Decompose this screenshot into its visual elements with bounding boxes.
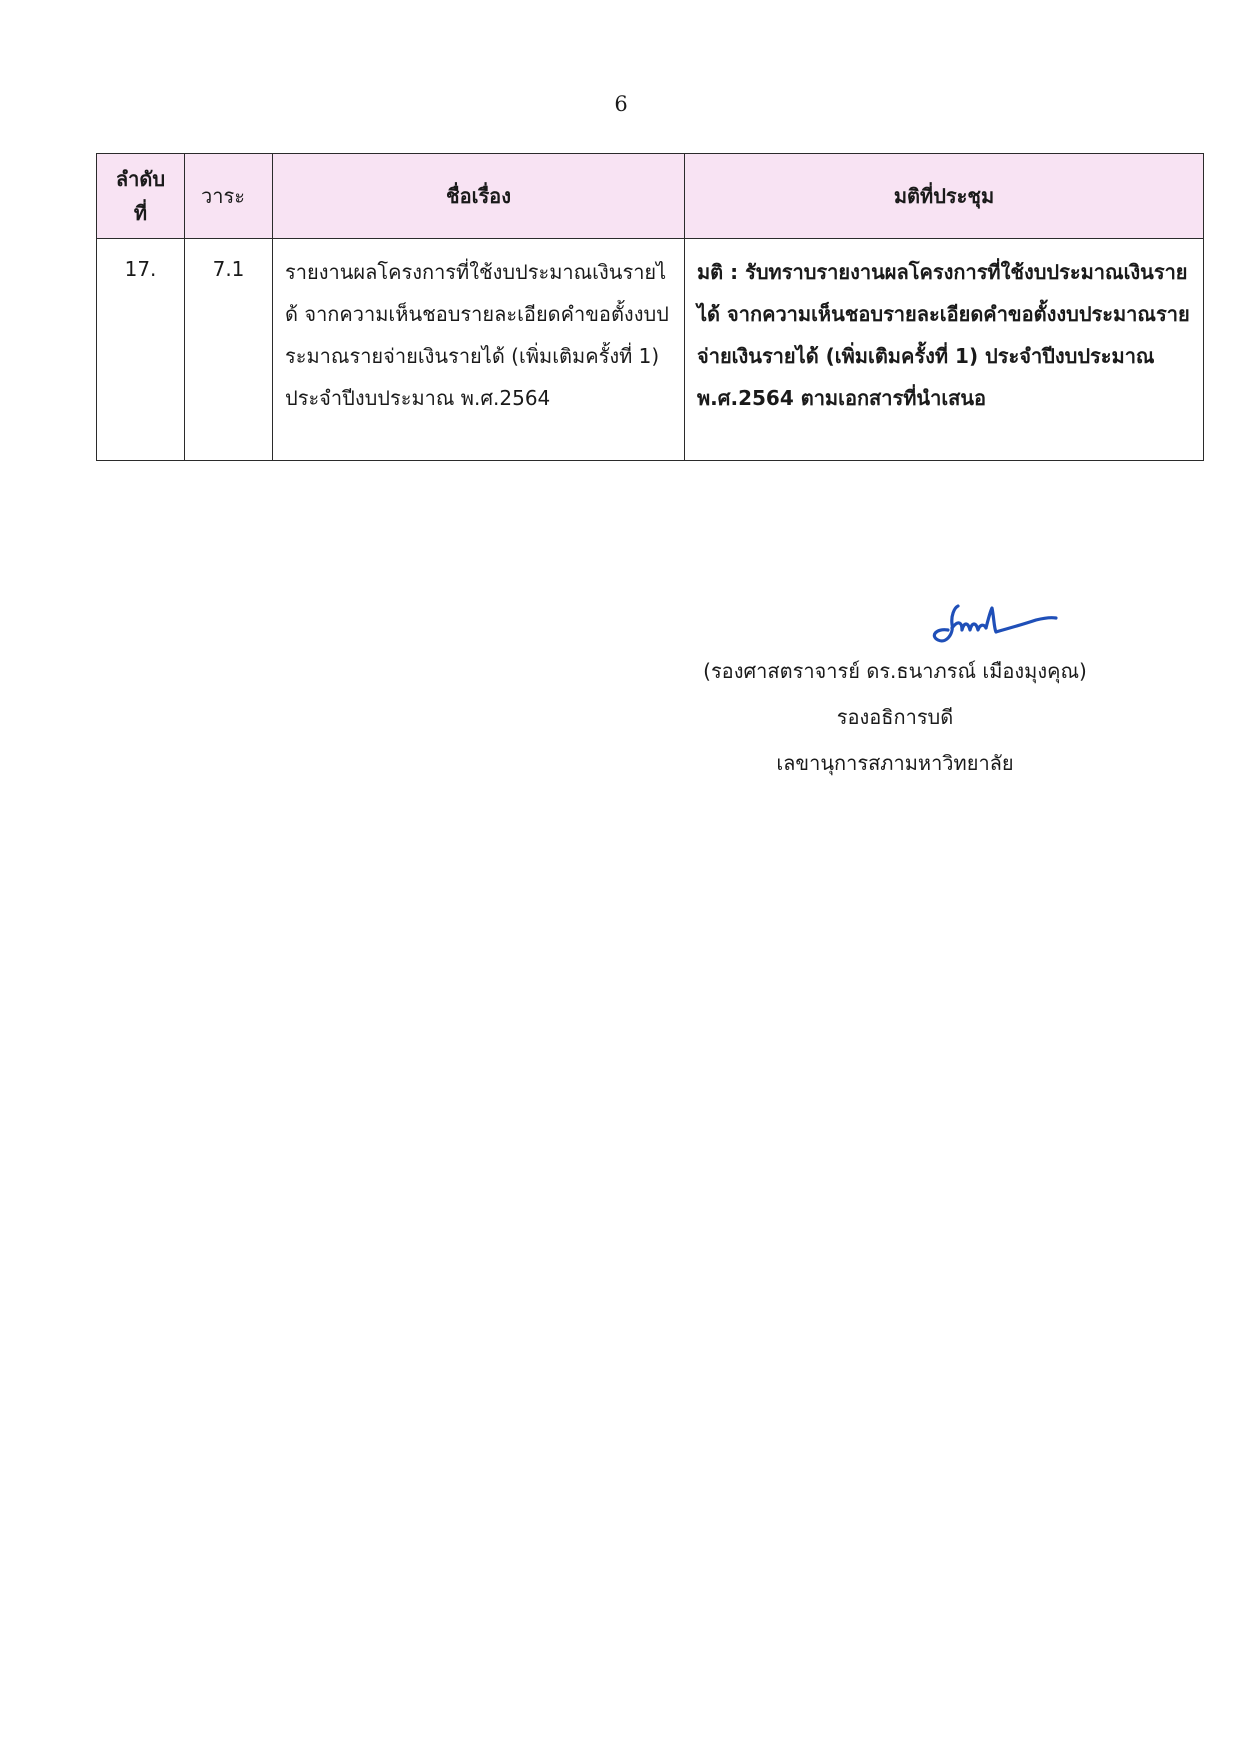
cell-subject: รายงานผลโครงการที่ใช้งบประมาณเงินรายได้ จากความเห็นชอบรายละเอียดคำขอตั้งงบประมาณรายจ่ายเงินรายได้ (เพิ่มเติมครั้งที่ 1) ประจำปีงบประมาณ พ.ศ.2564 xyxy=(273,239,685,461)
header-resolution: มติที่ประชุม xyxy=(685,154,1204,239)
signer-title-1: รองอธิการบดี xyxy=(836,705,954,729)
page-number: 6 xyxy=(614,92,628,116)
handwritten-signature xyxy=(918,598,1078,648)
resolution-table xyxy=(96,153,1204,461)
header-subject: ชื่อเรื่อง xyxy=(273,154,685,239)
cell-agenda: 7.1 xyxy=(185,239,273,461)
table-row xyxy=(97,239,1204,461)
header-order xyxy=(97,154,185,239)
cell-order: 17. xyxy=(97,239,185,461)
header-order-line1: ลำดับ xyxy=(115,167,166,191)
cell-resolution: มติ : รับทราบรายงานผลโครงการที่ใช้งบประมาณเงินรายได้ จากความเห็นชอบรายละเอียดคำขอตั้งงบประมาณรายจ่ายเงินรายได้ (เพิ่มเติมครั้งที่ 1) ประจำปีงบประมาณ พ.ศ.2564 ตามเอกสารที่นำเสนอ xyxy=(685,239,1204,461)
signer-title-2: เลขานุการสภามหาวิทยาลัย xyxy=(776,751,1014,775)
signer-name: (รองศาสตราจารย์ ดร.ธนาภรณ์ เมืองมุงคุณ) xyxy=(703,659,1087,683)
header-agenda: วาระ xyxy=(185,154,273,239)
header-order-line2: ที่ xyxy=(133,201,148,225)
signature-block xyxy=(700,648,1090,786)
table-header-row xyxy=(97,154,1204,239)
